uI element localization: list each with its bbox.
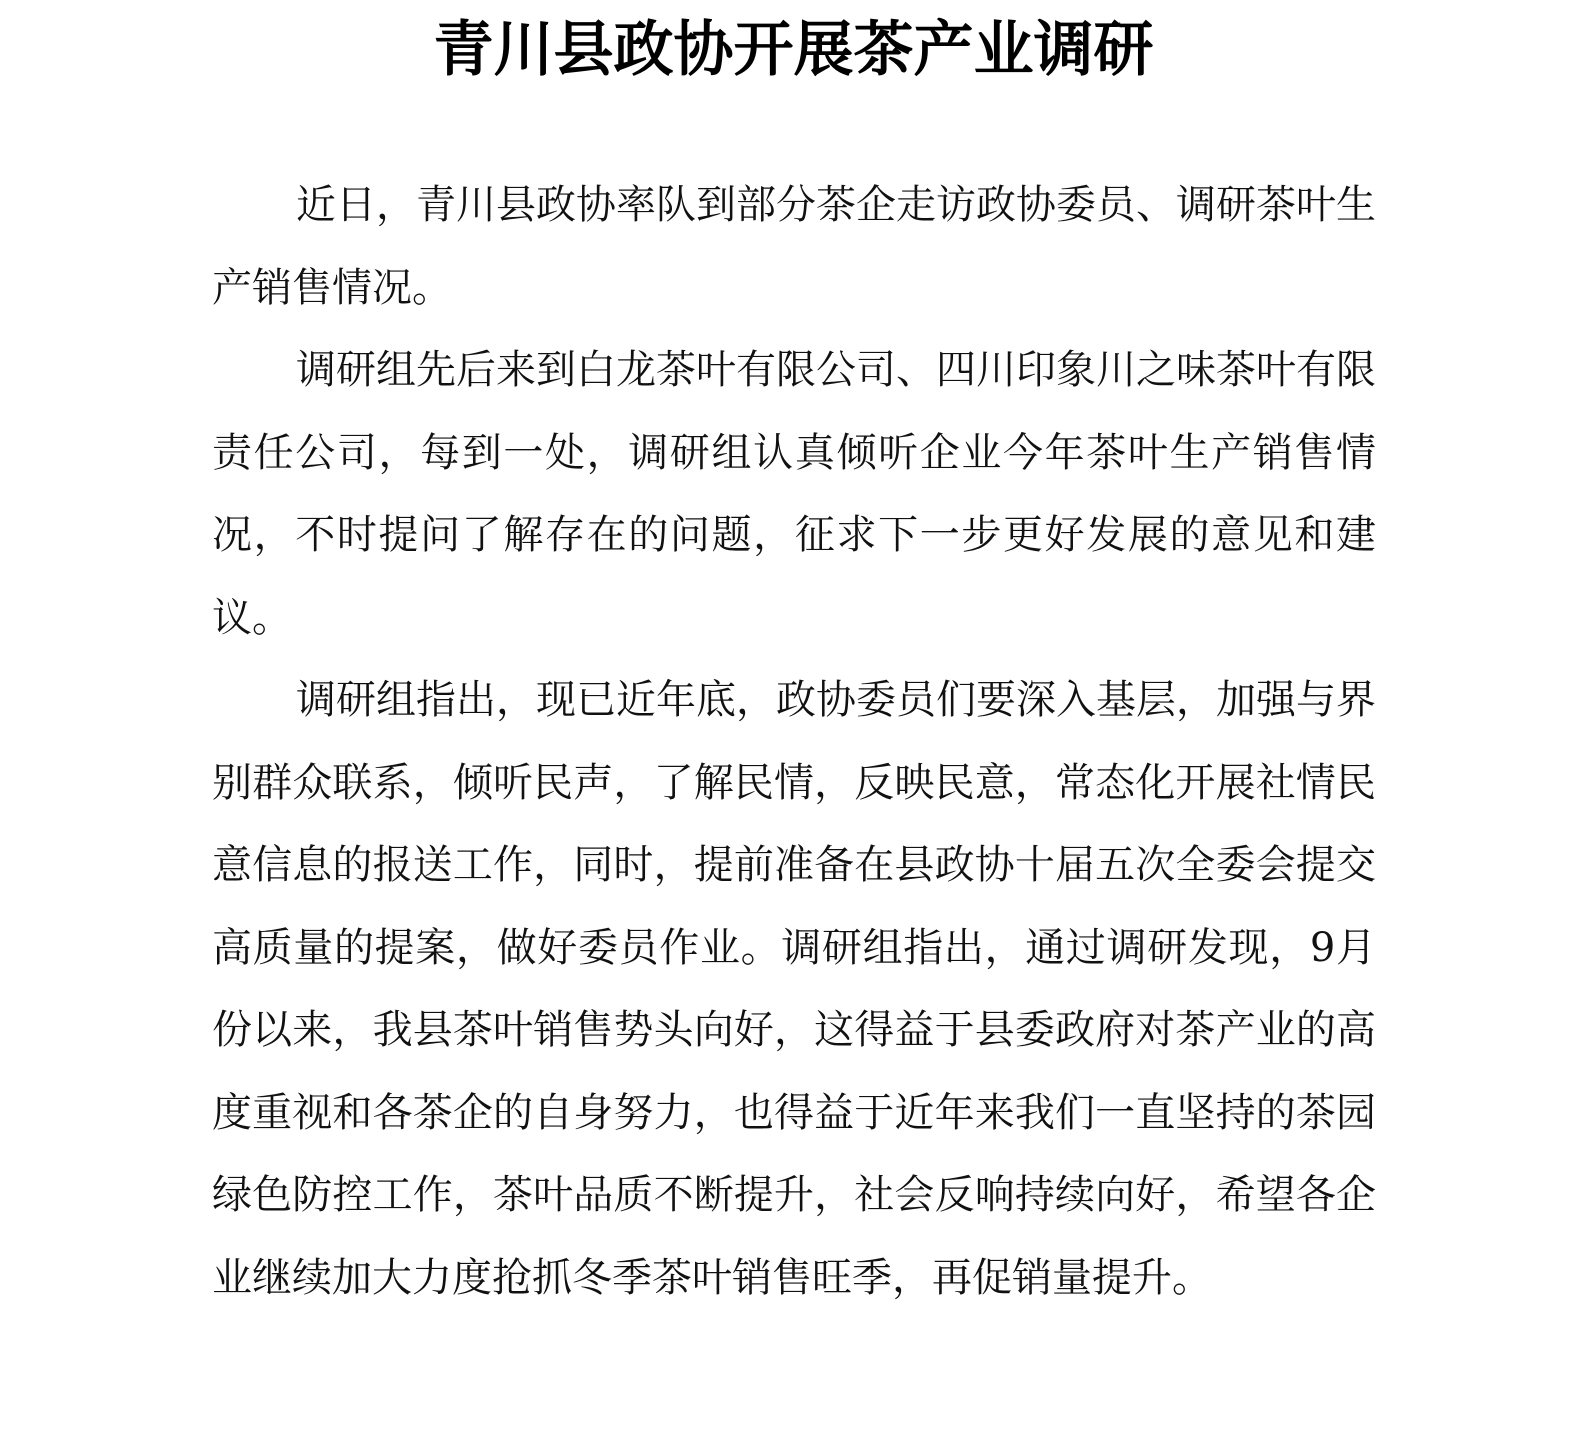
document-body <box>212 164 1376 1319</box>
paragraph-2: 调研组先后来到白龙茶叶有限公司、四川印象川之味茶叶有限责任公司，每到一处，调研组认真倾听企业今年茶叶生产销售情况，不时提问了解存在的问题，征求下一步更好发展的意见和建议。 <box>212 347 1376 641</box>
paragraph-3: 调研组指出，现已近年底，政协委员们要深入基层，加强与界别群众联系，倾听民声，了解民情，反映民意，常态化开展社情民意信息的报送工作，同时，提前准备在县政协十届五次全委会提交高质量的提案，做好委员作业。调研组指出，通过调研发现，9月份以来，我县茶叶销售势头向好，这得益于县委政府对茶产业的高度重视和各茶企的自身努力，也得益于近年来我们一直坚持的茶园绿色防控工作，茶叶品质不断提升，社会反响持续向好，希望各企业继续加大力度抢抓冬季茶叶销售旺季，再促销量提升。 <box>212 677 1376 1301</box>
paragraph-1: 近日，青川县政协率队到部分茶企走访政协委员、调研茶叶生产销售情况。 <box>212 182 1376 311</box>
document-title: 青川县政协开展茶产业调研 <box>433 15 1154 85</box>
